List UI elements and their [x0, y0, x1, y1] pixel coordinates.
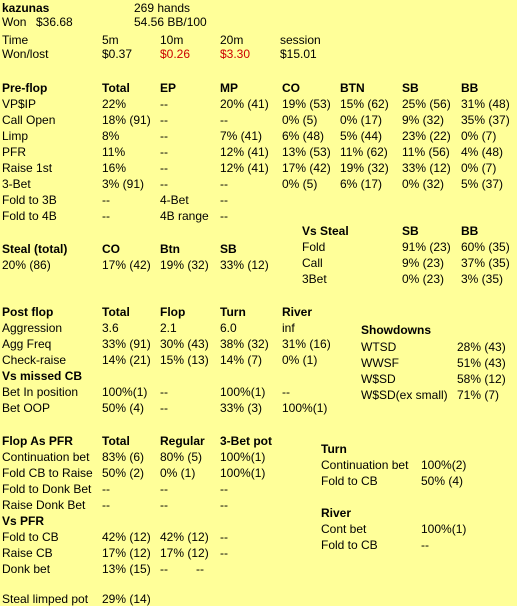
postflop-header-total: Total — [102, 305, 130, 319]
vs-missed-cb-cell: 50% (4) — [102, 401, 145, 415]
postflop-cell: 14% (7) — [220, 353, 263, 367]
showdowns-cell: 58% (12) — [457, 372, 506, 386]
preflop-cell: 12% (41) — [220, 161, 269, 175]
postflop-cell: 0% (1) — [282, 353, 318, 367]
showdowns-title: Showdowns — [361, 323, 431, 337]
vs-pfr-cell: -- — [196, 562, 204, 576]
preflop-cell: 11% (62) — [340, 145, 388, 159]
preflop-cell: 0% (32) — [402, 177, 445, 191]
preflop-row-label: Limp — [2, 129, 29, 143]
steal-limped-pot-value: 29% (14) — [102, 592, 151, 606]
vs-pfr-cell: 17% (12) — [102, 546, 151, 560]
flop-as-pfr-row-label: Raise Donk Bet — [2, 498, 86, 512]
preflop-cell: 20% (41) — [220, 97, 269, 111]
vs-pfr-cell: 17% (12) — [160, 546, 209, 560]
vs-missed-cb-row-label: Bet OOP — [2, 401, 51, 415]
preflop-header-ep: EP — [160, 81, 177, 95]
wonlost-20m: $3.30 — [220, 47, 251, 61]
preflop-cell: -- — [160, 97, 168, 111]
preflop-cell: 0% (5) — [282, 177, 318, 191]
showdowns-row-label: W$SD — [361, 372, 396, 386]
four-bet-value: -- — [220, 193, 228, 207]
preflop-header-sb: SB — [402, 81, 419, 95]
vs-pfr-cell: -- — [220, 530, 228, 544]
vs-steal-row-label: Fold — [302, 240, 326, 254]
flop-as-pfr-row-label: Fold to Donk Bet — [2, 482, 92, 496]
preflop-cell: 9% (32) — [402, 113, 445, 127]
vs-steal-cell: 3% (35) — [461, 272, 504, 286]
fold-to-3b-label: Fold to 3B — [2, 193, 57, 207]
flop-as-pfr-cell: 83% (6) — [102, 450, 145, 464]
steal-sb-value: 33% (12) — [220, 258, 269, 272]
hands-count: 269 hands — [134, 1, 191, 15]
preflop-cell: 8% — [102, 129, 120, 143]
vs-pfr-row-label: Fold to CB — [2, 530, 59, 544]
steal-btn-value: 19% (32) — [160, 258, 209, 272]
preflop-cell: 23% (22) — [402, 129, 451, 143]
preflop-cell: 18% (91) — [102, 113, 151, 127]
vs-missed-cb-cell: 100%(1) — [220, 385, 266, 399]
preflop-cell: -- — [160, 177, 168, 191]
postflop-cell: 3.6 — [102, 321, 119, 335]
preflop-cell: 19% (32) — [340, 161, 389, 175]
preflop-header-bb: BB — [461, 81, 479, 95]
vs-pfr-cell: 42% (12) — [102, 530, 151, 544]
won-value: $36.68 — [36, 15, 73, 29]
four-bet-range-label: 4B range — [160, 209, 209, 223]
turn-row-label: Continuation bet — [321, 458, 409, 472]
river-cell: 100%(1) — [421, 522, 467, 536]
preflop-cell: 11% (56) — [402, 145, 450, 159]
vs-steal-cell: 60% (35) — [461, 240, 510, 254]
vs-missed-cb-cell: 100%(1) — [282, 401, 328, 415]
preflop-row-label: PFR — [2, 145, 26, 159]
flop-as-pfr-cell: -- — [102, 498, 110, 512]
vs-missed-cb-cell: -- — [282, 385, 290, 399]
vs-steal-row-label: Call — [302, 256, 323, 270]
postflop-cell: 31% (16) — [282, 337, 331, 351]
time-label: Time — [2, 33, 29, 47]
vs-steal-header-sb: SB — [402, 224, 419, 238]
flop-as-pfr-cell: -- — [220, 498, 228, 512]
turn-title: Turn — [321, 442, 347, 456]
flop-as-pfr-header-total: Total — [102, 434, 130, 448]
postflop-row-label: Check-raise — [2, 353, 67, 367]
river-row-label: Cont bet — [321, 522, 367, 536]
preflop-cell: -- — [220, 177, 228, 191]
preflop-cell: 33% (12) — [402, 161, 451, 175]
postflop-header-turn: Turn — [220, 305, 246, 319]
preflop-cell: 25% (56) — [402, 97, 451, 111]
flop-as-pfr-cell: 0% (1) — [160, 466, 196, 480]
vs-missed-cb-cell: -- — [160, 401, 168, 415]
preflop-cell: 5% (37) — [461, 177, 504, 191]
fold-to-4b-label: Fold to 4B — [2, 209, 57, 223]
preflop-cell: -- — [160, 129, 168, 143]
preflop-cell: 17% (42) — [282, 161, 331, 175]
vs-pfr-cell: 42% (12) — [160, 530, 209, 544]
vs-pfr-cell: -- — [220, 546, 228, 560]
showdowns-cell: 71% (7) — [457, 388, 500, 402]
player-name: kazunas — [2, 1, 50, 15]
preflop-cell: 11% — [102, 145, 126, 159]
vs-missed-cb-cell: 33% (3) — [220, 401, 263, 415]
preflop-row-label: VP$IP — [2, 97, 37, 111]
time-5m: 5m — [102, 33, 119, 47]
vs-missed-cb-title: Vs missed CB — [2, 369, 83, 383]
preflop-cell: 0% (7) — [461, 129, 497, 143]
postflop-cell: 33% (91) — [102, 337, 151, 351]
vs-missed-cb-row-label: Bet In position — [2, 385, 79, 399]
time-20m: 20m — [220, 33, 244, 47]
vs-pfr-row-label: Raise CB — [2, 546, 53, 560]
flop-as-pfr-cell: -- — [102, 482, 110, 496]
vs-pfr-title: Vs PFR — [2, 514, 45, 528]
preflop-cell: 15% (62) — [340, 97, 389, 111]
flop-as-pfr-cell: -- — [220, 482, 228, 496]
preflop-cell: 12% (41) — [220, 145, 269, 159]
won-label: Won — [2, 15, 27, 29]
postflop-header-label: Post flop — [2, 305, 54, 319]
wonlost-10m: $0.26 — [160, 47, 191, 61]
wonlost-label: Won/lost — [2, 47, 49, 61]
preflop-cell: 0% (5) — [282, 113, 318, 127]
preflop-cell: 4% (48) — [461, 145, 504, 159]
fold-to-4b-value: -- — [102, 209, 110, 223]
vs-missed-cb-cell: 100%(1) — [102, 385, 148, 399]
steal-total-header: Steal (total) — [2, 242, 68, 256]
vs-steal-cell: 37% (35) — [461, 256, 510, 270]
time-10m: 10m — [160, 33, 184, 47]
preflop-row-label: 3-Bet — [2, 177, 31, 191]
preflop-cell: 13% (53) — [282, 145, 331, 159]
preflop-cell: 0% (7) — [461, 161, 497, 175]
vs-steal-cell: 0% (23) — [402, 272, 445, 286]
showdowns-cell: 28% (43) — [457, 340, 506, 354]
postflop-cell: 2.1 — [160, 321, 177, 335]
preflop-cell: -- — [220, 113, 228, 127]
river-row-label: Fold to CB — [321, 538, 378, 552]
time-session: session — [280, 33, 321, 47]
postflop-header-river: River — [282, 305, 313, 319]
river-cell: -- — [421, 538, 429, 552]
vs-steal-row-label: 3Bet — [302, 272, 327, 286]
steal-header-btn: Btn — [160, 242, 180, 256]
vs-pfr-row-label: Donk bet — [2, 562, 51, 576]
turn-cell: 100%(2) — [421, 458, 467, 472]
postflop-cell: 14% (21) — [102, 353, 151, 367]
showdowns-cell: 51% (43) — [457, 356, 506, 370]
preflop-row-label: Raise 1st — [2, 161, 53, 175]
preflop-header-co: CO — [282, 81, 300, 95]
postflop-cell: 6.0 — [220, 321, 237, 335]
vs-missed-cb-cell: -- — [160, 385, 168, 399]
steal-total-value: 20% (86) — [2, 258, 51, 272]
preflop-cell: 6% (48) — [282, 129, 325, 143]
showdowns-row-label: WWSF — [361, 356, 399, 370]
preflop-header-btn: BTN — [340, 81, 365, 95]
steal-limped-pot-label: Steal limped pot — [2, 592, 89, 606]
vs-pfr-cell: -- — [160, 562, 168, 576]
flop-as-pfr-cell: -- — [160, 498, 168, 512]
preflop-cell: 19% (53) — [282, 97, 331, 111]
preflop-cell: 5% (44) — [340, 129, 383, 143]
preflop-cell: 31% (48) — [461, 97, 510, 111]
four-bet-label: 4-Bet — [160, 193, 189, 207]
preflop-header-label: Pre-flop — [2, 81, 48, 95]
wonlost-session: $15.01 — [280, 47, 317, 61]
fold-to-3b-value: -- — [102, 193, 110, 207]
postflop-row-label: Agg Freq — [2, 337, 52, 351]
flop-as-pfr-header: Flop As PFR — [2, 434, 73, 448]
preflop-cell: -- — [160, 161, 168, 175]
steal-co-value: 17% (42) — [102, 258, 151, 272]
flop-as-pfr-cell: 100%(1) — [220, 466, 266, 480]
turn-cell: 50% (4) — [421, 474, 464, 488]
turn-row-label: Fold to CB — [321, 474, 378, 488]
preflop-cell: 35% (37) — [461, 113, 510, 127]
preflop-cell: 16% — [102, 161, 127, 175]
vs-steal-cell: 9% (23) — [402, 256, 445, 270]
steal-header-sb: SB — [220, 242, 237, 256]
postflop-cell: inf — [282, 321, 295, 335]
showdowns-row-label: W$SD(ex small) — [361, 388, 448, 402]
vs-steal-header: Vs Steal — [302, 224, 349, 238]
flop-as-pfr-header-3bet: 3-Bet pot — [220, 434, 272, 448]
steal-header-co: CO — [102, 242, 120, 256]
postflop-cell: 30% (43) — [160, 337, 209, 351]
flop-as-pfr-cell: -- — [160, 482, 168, 496]
flop-as-pfr-row-label: Continuation bet — [2, 450, 90, 464]
vs-steal-cell: 91% (23) — [402, 240, 451, 254]
flop-as-pfr-cell: 50% (2) — [102, 466, 145, 480]
vs-pfr-cell: 13% (15) — [102, 562, 151, 576]
wonlost-5m: $0.37 — [102, 47, 133, 61]
flop-as-pfr-cell: 80% (5) — [160, 450, 203, 464]
postflop-cell: 15% (13) — [160, 353, 209, 367]
river-title: River — [321, 506, 352, 520]
preflop-cell: -- — [160, 145, 168, 159]
showdowns-row-label: WTSD — [361, 340, 397, 354]
preflop-cell: -- — [160, 113, 168, 127]
bb-per-100: 54.56 BB/100 — [134, 15, 207, 29]
preflop-cell: 3% (91) — [102, 177, 145, 191]
postflop-row-label: Aggression — [2, 321, 63, 335]
preflop-cell: 7% (41) — [220, 129, 263, 143]
postflop-header-flop: Flop — [160, 305, 186, 319]
preflop-header-total: Total — [102, 81, 130, 95]
flop-as-pfr-header-regular: Regular — [160, 434, 205, 448]
flop-as-pfr-cell: 100%(1) — [220, 450, 266, 464]
preflop-cell: 6% (17) — [340, 177, 383, 191]
preflop-cell: 22% — [102, 97, 127, 111]
preflop-cell: 0% (17) — [340, 113, 383, 127]
postflop-cell: 38% (32) — [220, 337, 269, 351]
flop-as-pfr-row-label: Fold CB to Raise — [2, 466, 93, 480]
preflop-row-label: Call Open — [2, 113, 56, 127]
preflop-header-mp: MP — [220, 81, 238, 95]
four-bet-range-value: -- — [220, 209, 228, 223]
vs-steal-header-bb: BB — [461, 224, 479, 238]
